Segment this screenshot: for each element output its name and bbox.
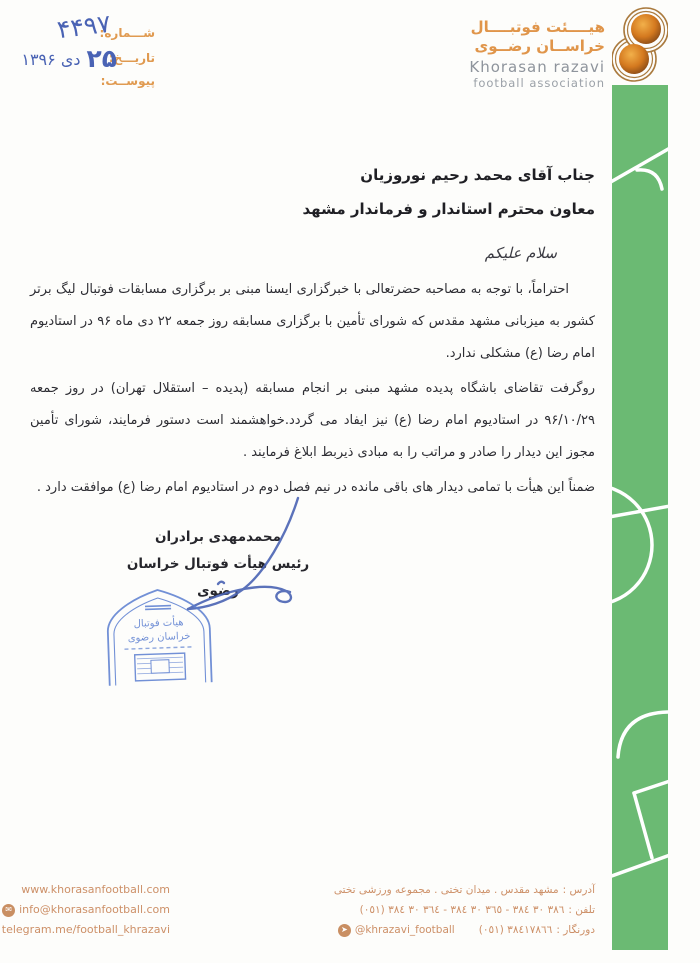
footer-contact-en xyxy=(1,880,170,940)
telegram-handle: @khrazavi_football xyxy=(354,924,455,936)
email-address: info@khorasanfootball.com xyxy=(19,903,170,916)
football-association-logo-icon xyxy=(612,6,668,84)
phone-numbers: (٠٥١) ٣٨٤ ٣٠ ٣٦٤ - ٣٨٤ ٣٠ ٣٦٥ - ٣٨٤ ٣٠ ٣٨٦ xyxy=(359,904,565,916)
address-row xyxy=(335,880,595,900)
org-name-fa-line1: هیــــئت فوتبــــال xyxy=(470,18,605,36)
website-row xyxy=(8,880,170,900)
org-name-en-line2: football association xyxy=(473,76,605,91)
attachment-label: پیوســت: xyxy=(100,74,155,88)
official-stamp xyxy=(96,580,222,690)
number-label: شـــماره: xyxy=(99,26,155,40)
fax-number: (٠٥١) ٣٨٤١٧٨٦٦ xyxy=(478,924,553,936)
fax-row xyxy=(335,920,595,940)
paragraph-1: احتراماً، با توجه به مصاحبه حضرتعالی با خبرگزاری ایسنا مبنی بر برگزاری مسابقات فوتبال لیگ برتر کشور به میزبانی مشهد مقدس که شورای تأمین با برگزاری مسابقه روز جمعه ۲۲ دی ماه ۹۶ در استادیوم امام رضا (ع) مشکلی ندارد. xyxy=(30,282,595,361)
paragraph-3: ضمناً این هیأت با تمامی دیدار های باقی مانده در نیم فصل دوم در استادیوم امام رضا (ع) موافقت دارد . xyxy=(36,480,595,495)
recipient-name: جناب آقای محمد رحیم نوروزیان xyxy=(360,166,595,184)
telegram-url: telegram.me/football_khrazavi xyxy=(1,923,170,936)
org-name-fa-line2: خراســان رضــوی xyxy=(474,36,605,55)
telegram-row xyxy=(1,920,170,940)
org-name-block xyxy=(469,18,605,91)
address-label: آدرس : xyxy=(562,884,595,896)
envelope-icon: ✉ xyxy=(2,904,15,917)
handwritten-date-day: ۲۵ xyxy=(86,44,117,73)
org-name-en-line1: Khorasan razavi xyxy=(469,57,605,76)
football-pitch-side-band xyxy=(612,85,668,950)
stamp-text-line2: خراسان رضوی xyxy=(127,630,191,645)
handwritten-date-month-year: دی ۱۳۹۶ xyxy=(21,50,81,69)
letter-body xyxy=(30,158,595,504)
signatory-name: محمدمهدی برادران xyxy=(154,529,282,545)
phone-row xyxy=(335,900,595,920)
handwritten-letter-number: ۴۴۹۷ xyxy=(55,8,113,45)
paragraph-2: روگرفت تقاضای باشگاه پدیده مشهد مبنی بر انجام مسابقه (پدیده – استقلال تهران) در روز جمعه ۹۶/۱۰/۲۹ در استادیوم امام رضا (ع) نیز ایفاد می گردد.خواهشمند است دستور فرمایند، شورای تأمین مجوز این دیدار را صادر و مراتب را به مبادی ذیربط ابلاغ فرمایند . xyxy=(30,381,595,460)
stamp-text-line1: هیأت فوتبال xyxy=(133,617,184,630)
fax-label: دورنگار : xyxy=(556,924,595,936)
phone-label: تلفن : xyxy=(568,904,595,916)
date-label: تاریـــخ: xyxy=(108,51,155,65)
recipient-title: معاون محترم استاندار و فرماندار مشهد xyxy=(302,200,595,218)
signatory-title: رئیس هیأت فوتبال خراسان رضوی xyxy=(126,556,310,599)
letter-meta-block xyxy=(14,8,155,110)
footer-contact-fa xyxy=(335,880,595,940)
handwritten-date xyxy=(21,42,117,71)
address-value: مشهد مقدس . میدان تختی . مجموعه ورزشی تختی xyxy=(333,884,559,896)
telegram-plane-icon: ➤ xyxy=(338,924,351,937)
website-url: www.khorasanfootball.com xyxy=(21,883,170,896)
salutation: سلام علیکم xyxy=(484,244,557,262)
telegram-handle-group xyxy=(338,920,455,940)
email-row xyxy=(5,900,170,920)
